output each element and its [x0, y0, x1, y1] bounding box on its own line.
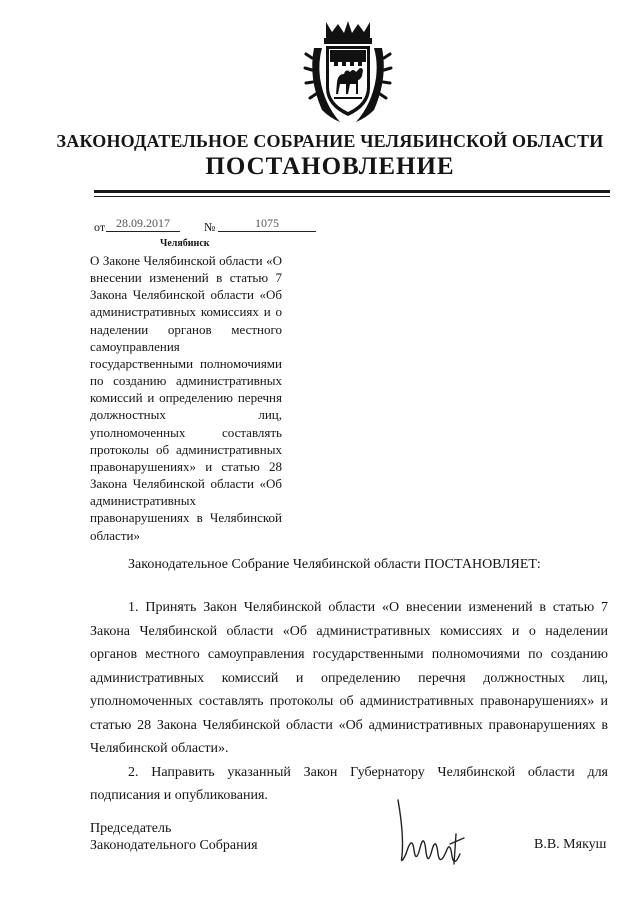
enactment-clause: Законодательное Собрание Челябинской области ПОСТАНОВЛЯЕТ: — [128, 557, 541, 572]
resolution-item: 2. Направить указанный Закон Губернатору Челябинской области для подписания и опубликования. — [90, 764, 608, 803]
organization-title: ЗАКОНОДАТЕЛЬНОЕ СОБРАНИЕ ЧЕЛЯБИНСКОЙ ОБЛАСТИ — [56, 131, 604, 151]
document-date: 28.09.2017 — [106, 216, 180, 232]
document-subject: О Законе Челябинской области «О внесении изменений в статью 7 Закона Челябинской области «Об административных комиссиях и о наделении органов местного самоуправления государственными полномочиями по созданию административных комиссий и определению перечня должностных лиц, уполномоченных составлять протоколы об административных правонарушениях» и статью 28 Закона Челябинской области «Об административных правонарушениях в Челябинской области» — [90, 253, 282, 543]
coat-of-arms-icon — [300, 18, 396, 126]
signer-position-line: Законодательного Собрания — [90, 838, 258, 853]
handwritten-signature-icon — [390, 794, 470, 872]
signer-position — [90, 820, 258, 854]
signer-position-line: Председатель — [90, 821, 172, 836]
signer-name: В.В. Мякуш — [534, 837, 607, 852]
header-rule-thin — [94, 196, 610, 197]
header-rule-thick — [94, 190, 610, 193]
resolution-item: 1. Принять Закон Челябинской области «О внесении изменений в статью 7 Закона Челябинской области «Об административных комиссиях и о наделении органов местного самоуправления государственными полномочиями по созданию административных комиссий и определению перечня должностных лиц, уполномоченных составлять протоколы об административных правонарушениях» и статью 28 Закона Челябинской области «Об административных правонарушениях в Челябинской области». — [90, 600, 608, 756]
date-label: от — [94, 220, 106, 234]
city-label: Челябинск — [160, 238, 210, 249]
number-label: № — [204, 220, 216, 234]
document-number: 1075 — [218, 216, 316, 232]
document-type-title: ПОСТАНОВЛЕНИЕ — [205, 153, 455, 180]
resolution-items — [90, 596, 608, 808]
